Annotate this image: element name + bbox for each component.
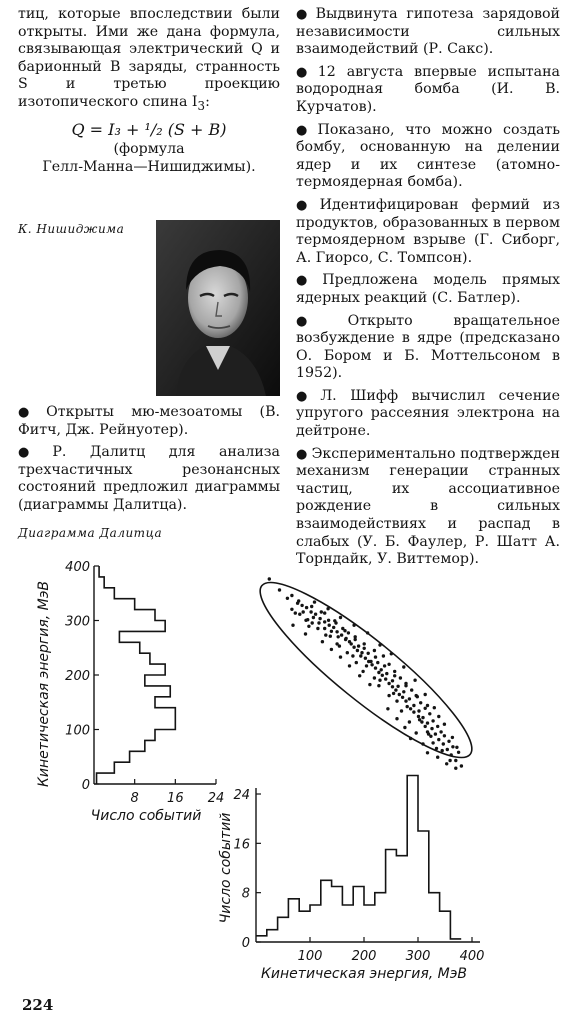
portrait-caption: К. Нишиджима xyxy=(18,222,125,236)
formula-note-line2: Гелл-Манна—Нишиджимы). xyxy=(42,158,256,175)
right-bullet-item xyxy=(296,272,560,307)
right-bullet-text: Л. Шифф вычислил сечение упругого рассеяния электрона на дейтроне. xyxy=(296,387,561,440)
dalitz-point xyxy=(323,627,326,630)
dalitz-point xyxy=(332,626,335,629)
v-hist-x-label: Число событий xyxy=(90,808,202,824)
dalitz-point xyxy=(436,725,439,728)
right-bullet-text: 12 августа впервые испытана водородная бомба (И. В. Курчатов). xyxy=(296,63,560,115)
dalitz-point xyxy=(318,617,321,620)
bullet-icon: ● xyxy=(296,7,312,22)
dalitz-point xyxy=(450,753,453,756)
dalitz-point xyxy=(406,705,409,708)
dalitz-point xyxy=(394,688,397,691)
dalitz-point xyxy=(403,726,406,729)
intro-subscript: 3 xyxy=(197,98,206,113)
dalitz-point xyxy=(370,663,373,666)
formula-note-line1: (формула xyxy=(113,140,185,157)
dalitz-point xyxy=(351,654,354,657)
dalitz-point xyxy=(314,613,317,616)
intro-end: : xyxy=(205,93,210,110)
dalitz-point xyxy=(330,648,333,651)
dalitz-point xyxy=(364,657,367,660)
dalitz-point xyxy=(367,660,370,663)
dalitz-point xyxy=(454,767,457,770)
v-hist-x-tick-label: 24 xyxy=(207,791,225,806)
horizontal-histogram xyxy=(218,776,484,983)
right-bullet-item xyxy=(296,197,560,267)
bullet-icon: ● xyxy=(296,273,319,289)
dalitz-point xyxy=(286,597,289,600)
dalitz-point xyxy=(441,749,444,752)
dalitz-point xyxy=(321,640,324,643)
dalitz-point xyxy=(324,633,327,636)
dalitz-point xyxy=(360,651,363,654)
dalitz-point xyxy=(348,664,351,667)
dalitz-point xyxy=(396,685,399,688)
dalitz-point xyxy=(323,611,326,614)
left-bullet-list xyxy=(18,404,280,520)
dalitz-point xyxy=(291,624,294,627)
dalitz-point xyxy=(328,624,331,627)
h-hist-y-tick-label: 8 xyxy=(241,886,250,902)
dalitz-point xyxy=(377,671,380,674)
right-bullet-text: Открыто вращательное возбуждение в ядре (предсказано О. Бором и Б. Моттельсоном в 1952). xyxy=(296,312,560,382)
dalitz-point xyxy=(448,759,451,762)
dalitz-point xyxy=(447,740,450,743)
dalitz-point xyxy=(382,654,385,657)
bullet-icon: ● xyxy=(296,388,317,404)
h-hist-x-tick-label: 200 xyxy=(351,949,377,964)
h-hist-x-tick-label: 400 xyxy=(459,949,485,964)
dalitz-point xyxy=(416,695,419,698)
dalitz-point xyxy=(381,674,384,677)
dalitz-point xyxy=(430,727,433,730)
portrait-block xyxy=(18,214,280,400)
dalitz-point xyxy=(391,685,394,688)
dalitz-point xyxy=(391,679,394,682)
dalitz-point xyxy=(329,635,332,638)
dalitz-point xyxy=(268,577,271,580)
dalitz-point xyxy=(355,661,358,664)
dalitz-point xyxy=(408,697,411,700)
bullet-icon: ● xyxy=(296,64,314,80)
h-hist-x-tick-label: 300 xyxy=(405,949,431,964)
h-hist-y-tick-label: 24 xyxy=(233,788,250,803)
dalitz-scatter-plot xyxy=(243,562,489,777)
right-bullet-item xyxy=(296,122,560,192)
dalitz-point xyxy=(304,632,307,635)
dalitz-point xyxy=(356,649,359,652)
dalitz-point xyxy=(395,717,398,720)
dalitz-point xyxy=(431,719,434,722)
dalitz-point xyxy=(417,715,420,718)
dalitz-point xyxy=(298,613,301,616)
dalitz-point xyxy=(317,621,320,624)
dalitz-point xyxy=(378,643,381,646)
dalitz-point xyxy=(424,707,427,710)
dalitz-point xyxy=(399,676,402,679)
h-hist-x-label: Кинетическая энергия, МэВ xyxy=(260,966,468,982)
dalitz-point xyxy=(339,655,342,658)
h-hist-y-tick-label: 16 xyxy=(233,837,250,853)
dalitz-point xyxy=(426,704,429,707)
dalitz-point xyxy=(339,616,342,619)
h-hist-x-tick-label: 100 xyxy=(297,949,323,964)
dalitz-point xyxy=(368,683,371,686)
dalitz-point xyxy=(404,699,407,702)
dalitz-point xyxy=(352,646,355,649)
dalitz-point xyxy=(374,666,377,669)
dalitz-point xyxy=(346,651,349,654)
dalitz-point xyxy=(437,715,440,718)
right-bullet-item xyxy=(296,446,560,569)
dalitz-point xyxy=(393,670,396,673)
bullet-icon: ● xyxy=(296,122,314,138)
dalitz-point xyxy=(352,624,355,627)
dalitz-point xyxy=(348,640,351,643)
bullet-icon: ● xyxy=(18,445,49,461)
gell-mann-formula: Q = I₃ + ¹/₂ (S + B) xyxy=(71,120,227,140)
dalitz-point xyxy=(386,707,389,710)
dalitz-point xyxy=(366,631,369,634)
v-hist-y-tick-label: 400 xyxy=(65,560,90,575)
dalitz-point xyxy=(300,604,303,607)
bullet-icon: ● xyxy=(296,313,344,329)
dalitz-point xyxy=(424,725,427,728)
dalitz-point xyxy=(340,633,343,636)
dalitz-point xyxy=(451,736,454,739)
page-number: 224 xyxy=(22,996,54,1014)
dalitz-point xyxy=(455,746,458,749)
dalitz-point xyxy=(442,742,445,745)
dalitz-point xyxy=(294,611,297,614)
dalitz-point xyxy=(309,610,312,613)
left-bullet-text: Р. Далитц для анализа трехчастичных резонансных состояний предложил диаграммы (диаграммы Далитца). xyxy=(18,444,281,513)
dalitz-point xyxy=(460,764,463,767)
dalitz-point xyxy=(426,751,429,754)
dalitz-point xyxy=(323,620,326,623)
dalitz-point xyxy=(417,709,420,712)
dalitz-point xyxy=(395,699,398,702)
dalitz-diagram xyxy=(36,556,536,984)
intro-text: тиц, которые впоследствии были открыты. Ими же дана формула, связывающая электрический Q и барионный B заряды, странность S и третью проекцию изотопического спина I xyxy=(18,6,280,110)
dalitz-point xyxy=(418,718,421,721)
dalitz-point xyxy=(358,674,361,677)
right-bullet-text: Показано, что можно создать бомбу, основанную на делении ядер и их синтезе (атомно-термоядерная бомба). xyxy=(296,121,560,191)
dalitz-point xyxy=(307,625,310,628)
dalitz-point xyxy=(373,676,376,679)
dalitz-point xyxy=(363,642,366,645)
dalitz-point xyxy=(400,709,403,712)
dalitz-point xyxy=(347,631,350,634)
dalitz-point xyxy=(431,741,434,744)
right-bullet-text: Выдвинута гипотеза зарядовой независимости сильных взаимодействий (Р. Сакс). xyxy=(296,6,560,58)
dalitz-point xyxy=(415,731,418,734)
left-bullet-item xyxy=(18,404,280,439)
h-hist-y-tick-label: 0 xyxy=(241,936,250,951)
dalitz-point xyxy=(433,706,436,709)
dalitz-point xyxy=(311,621,314,624)
dalitz-point xyxy=(278,588,281,591)
right-bullet-item xyxy=(296,388,560,441)
dalitz-point xyxy=(424,693,427,696)
bullet-icon: ● xyxy=(18,405,43,420)
dalitz-point xyxy=(335,642,338,645)
dalitz-point xyxy=(445,762,448,765)
dalitz-point xyxy=(439,730,442,733)
dalitz-point xyxy=(426,721,429,724)
dalitz-point xyxy=(302,610,305,613)
right-bullet-item xyxy=(296,64,560,117)
dalitz-point xyxy=(361,670,364,673)
bullet-icon: ● xyxy=(296,197,316,213)
dalitz-point xyxy=(419,701,422,704)
dalitz-point xyxy=(392,692,395,695)
dalitz-point xyxy=(313,600,316,603)
dalitz-point xyxy=(434,732,437,735)
v-hist-x-tick-label: 16 xyxy=(167,791,184,806)
dalitz-point xyxy=(428,712,431,715)
dalitz-point xyxy=(374,655,377,658)
dalitz-point xyxy=(384,677,387,680)
dalitz-point xyxy=(446,748,449,751)
dalitz-point xyxy=(320,610,323,613)
dalitz-point xyxy=(387,682,390,685)
dalitz-point xyxy=(437,738,440,741)
dalitz-point xyxy=(354,638,357,641)
dalitz-point xyxy=(326,607,329,610)
v-hist-y-label: Кинетическая энергия, МэВ xyxy=(36,580,52,788)
v-hist-y-tick-label: 300 xyxy=(65,614,90,630)
dalitz-point xyxy=(335,630,338,633)
dalitz-point xyxy=(333,619,336,622)
intro-paragraph xyxy=(18,6,280,115)
h-hist-y-label: Число событий xyxy=(218,812,234,924)
v-hist-y-tick-label: 0 xyxy=(81,778,90,793)
right-bullet-text: Идентифицирован фермий из продуктов, образованных в первом термоядерном взрыве (Г. Сиборг, А. Гиорсо, С. Томпсон). xyxy=(296,196,560,266)
dalitz-point xyxy=(412,704,415,707)
dalitz-point xyxy=(398,693,401,696)
dalitz-point xyxy=(410,688,413,691)
dalitz-point xyxy=(404,684,407,687)
dalitz-point xyxy=(402,690,405,693)
dalitz-point xyxy=(457,751,460,754)
left-column-text xyxy=(18,6,280,176)
dalitz-point xyxy=(385,672,388,675)
dalitz-point xyxy=(305,606,308,609)
right-bullet-list xyxy=(296,6,560,574)
dalitz-point xyxy=(290,594,293,597)
dalitz-point xyxy=(401,696,404,699)
dalitz-point xyxy=(409,707,412,710)
dalitz-point xyxy=(383,664,386,667)
dalitz-point xyxy=(390,652,393,655)
v-hist-bars xyxy=(97,566,176,784)
left-bullet-text: Открыты мю-мезоатомы (В. Фитч, Дж. Рейнуотер). xyxy=(18,404,281,438)
dalitz-point xyxy=(312,616,315,619)
dalitz-point xyxy=(412,710,415,713)
dalitz-point xyxy=(443,723,446,726)
dalitz-point xyxy=(330,630,333,633)
dalitz-point xyxy=(427,732,430,735)
dalitz-point xyxy=(387,694,390,697)
dalitz-point xyxy=(380,668,383,671)
dalitz-point xyxy=(359,654,362,657)
dalitz-point xyxy=(413,679,416,682)
dalitz-point xyxy=(373,649,376,652)
dalitz-point xyxy=(357,644,360,647)
dalitz-point xyxy=(363,647,366,650)
dalitz-point xyxy=(337,635,340,638)
diagram-caption: Диаграмма Далитца xyxy=(18,526,163,540)
dalitz-point xyxy=(408,720,411,723)
dalitz-point xyxy=(343,629,346,632)
dalitz-point xyxy=(393,674,396,677)
dalitz-point xyxy=(344,637,347,640)
dalitz-point xyxy=(454,759,457,762)
dalitz-point xyxy=(327,619,330,622)
dalitz-point xyxy=(376,661,379,664)
dalitz-point xyxy=(402,665,405,668)
dalitz-point xyxy=(435,747,438,750)
dalitz-point xyxy=(306,618,309,621)
dalitz-point xyxy=(451,745,454,748)
dalitz-point xyxy=(436,756,439,759)
vertical-histogram xyxy=(36,560,224,824)
right-bullet-item xyxy=(296,6,560,59)
left-bullet-item xyxy=(18,444,280,514)
right-bullet-text: Предложена модель прямых ядерных реакций (С. Батлер). xyxy=(296,272,560,306)
right-bullet-item xyxy=(296,313,560,383)
v-hist-x-tick-label: 8 xyxy=(130,791,139,806)
nishijima-portrait-image xyxy=(156,220,280,396)
dalitz-point xyxy=(290,608,293,611)
dalitz-point xyxy=(367,652,370,655)
dalitz-point xyxy=(377,684,380,687)
dalitz-point xyxy=(365,664,368,667)
dalitz-point xyxy=(443,734,446,737)
dalitz-point xyxy=(296,602,299,605)
v-hist-y-tick-label: 200 xyxy=(65,669,90,684)
h-hist-bars xyxy=(256,776,461,939)
bullet-icon: ● xyxy=(296,446,308,462)
dalitz-point xyxy=(378,679,381,682)
dalitz-point xyxy=(316,627,319,630)
dalitz-point xyxy=(409,737,412,740)
dalitz-point xyxy=(387,663,390,666)
dalitz-point xyxy=(421,742,424,745)
dalitz-point xyxy=(310,605,313,608)
v-hist-y-tick-label: 100 xyxy=(65,723,90,739)
right-bullet-text: Экспериментально подтвержден механизм генерации странных частиц, их ассоциативное рождение в сильных взаимодействиях и распад в слабых (У. Б. Фаулер, Р. Шатт А. Торндайк, У. Виттемор). xyxy=(296,445,560,568)
dalitz-point xyxy=(421,716,424,719)
